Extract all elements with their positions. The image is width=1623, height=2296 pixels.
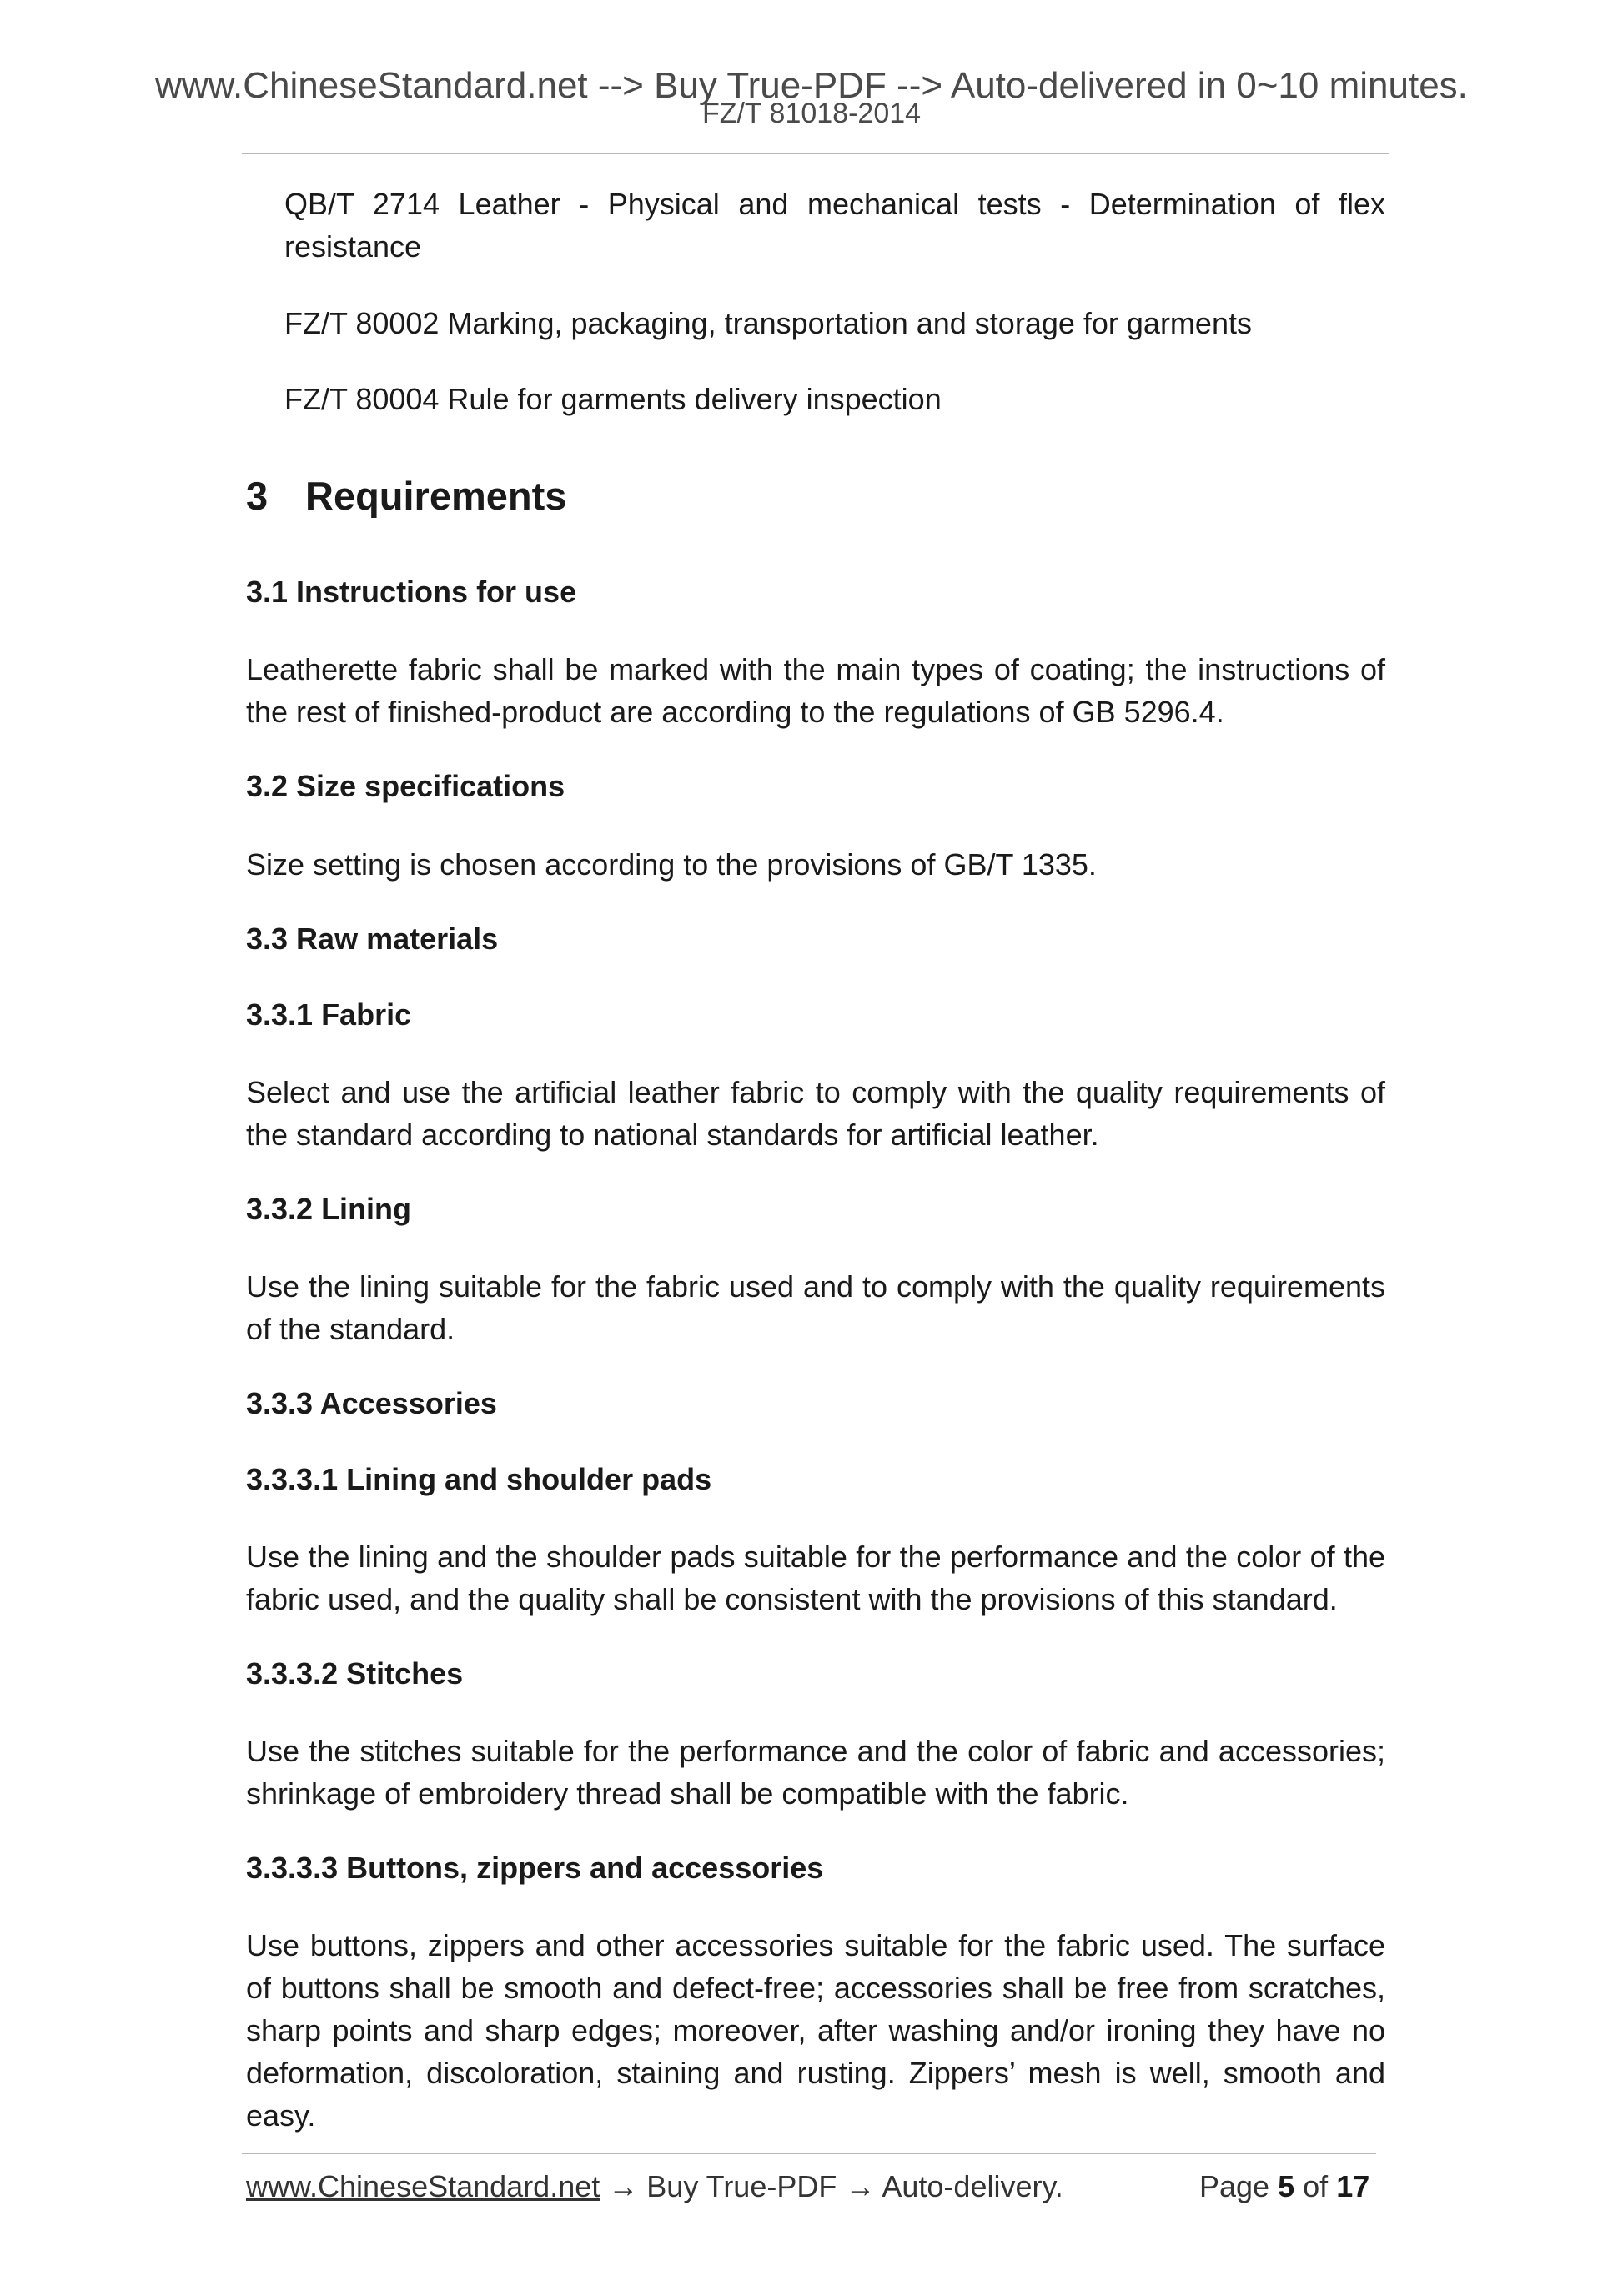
text-3-3-3-2: Use the stitches suitable for the performance and the color of fabric and accessories; shrinkage of embroidery thread shall be compatible with the fabric.: [246, 1734, 1385, 1811]
section-title: Requirements: [305, 474, 567, 518]
heading-3-3-3: 3.3.3 Accessories: [246, 1386, 497, 1420]
text-3-3-3-3: Use buttons, zippers and other accessories suitable for the fabric used. The surface of buttons shall be smooth and defect-free; accessories shall be free from scratches, sharp points and sharp edges; moreover, after washing and/or ironing they have no deformation, discoloration, staining and rusting. Zippers’ mesh is well, smooth and easy.: [246, 1928, 1385, 2133]
heading-3-3-1: 3.3.1 Fabric: [246, 997, 412, 1032]
text-3-3-3-1: Use the lining and the shoulder pads suitable for the performance and the color of the fabric used, and the quality shall be consistent with the provisions of this standard.: [246, 1540, 1385, 1616]
heading-3-2: 3.2 Size specifications: [246, 769, 565, 803]
heading-3-1: 3.1 Instructions for use: [246, 575, 577, 609]
text-3-3-1: Select and use the artificial leather fabric to comply with the quality requirements of the standard according to national standards for artificial leather.: [246, 1075, 1385, 1152]
reference-qbt-2714: QB/T 2714 Leather - Physical and mechanical tests - Determination of flex resistance: [284, 187, 1385, 264]
page-total: 17: [1336, 2169, 1370, 2203]
heading-3-3: 3.3 Raw materials: [246, 922, 499, 956]
section-heading: [246, 473, 566, 520]
reference-fzt-80002: FZ/T 80002 Marking, packaging, transportation and storage for garments: [284, 306, 1252, 340]
page-current: 5: [1278, 2169, 1295, 2203]
document-number: FZ/T 81018-2014: [701, 98, 922, 129]
heading-3-3-2: 3.3.2 Lining: [246, 1192, 412, 1226]
reference-fzt-80004: FZ/T 80004 Rule for garments delivery inspection: [284, 382, 942, 416]
heading-3-3-3-1: 3.3.3.1 Lining and shoulder pads: [246, 1462, 712, 1496]
text-3-1: Leatherette fabric shall be marked with the main types of coating; the instructions of the rest of finished-product are according to the regulations of GB 5296.4.: [246, 652, 1385, 729]
buy-true-pdf-text: Buy True-PDF: [646, 2169, 837, 2203]
arrow-right-icon: →: [845, 2169, 876, 2203]
auto-delivery-text: Auto-delivery.: [882, 2169, 1063, 2203]
header-banner: www.ChineseStandard.net --> Buy True-PDF --> Auto-delivered in 0~10 minutes.: [155, 65, 1468, 106]
page-of: of: [1303, 2169, 1329, 2203]
footer-divider: [242, 2153, 1376, 2154]
text-3-2: Size setting is chosen according to the provisions of GB/T 1335.: [246, 847, 1097, 882]
arrow-right-icon: →: [608, 2169, 639, 2203]
chinesestandard-link[interactable]: www.ChineseStandard.net: [246, 2169, 600, 2203]
heading-3-3-3-3: 3.3.3.3 Buttons, zippers and accessories: [246, 1851, 824, 1885]
text-3-3-2: Use the lining suitable for the fabric used and to comply with the quality requirements of the standard.: [246, 1269, 1385, 1346]
page-word: Page: [1199, 2169, 1270, 2203]
header-divider: [242, 153, 1389, 154]
section-number: 3: [246, 474, 269, 518]
page-number: [1199, 2168, 1369, 2205]
heading-3-3-3-2: 3.3.3.2 Stitches: [246, 1656, 464, 1691]
footer-links: [246, 2168, 1063, 2205]
